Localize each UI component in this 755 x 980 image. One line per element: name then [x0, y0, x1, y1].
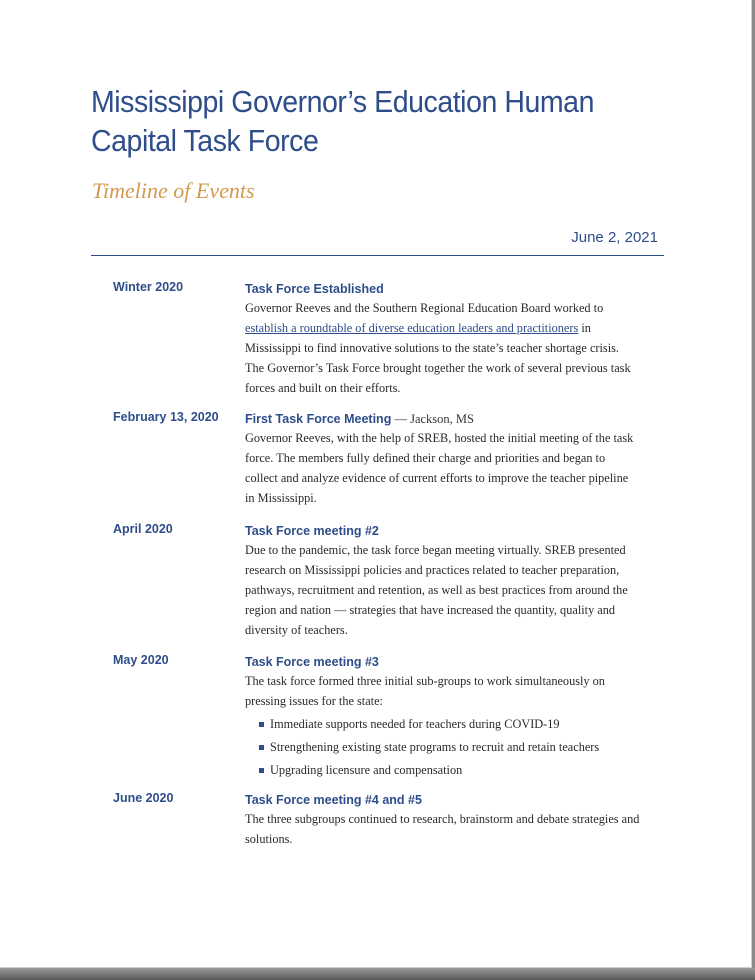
document-date: June 2, 2021	[571, 229, 658, 246]
event-content	[245, 280, 640, 398]
event-description: Governor Reeves, with the help of SREB, hosted the initial meeting of the task force. The members fully defined their charge and priorities and began to collect and analyze evidence of current efforts to improve the teacher pipeline in Mississippi.	[245, 431, 634, 505]
event-content	[245, 791, 640, 849]
event-heading: Task Force Established	[245, 282, 384, 296]
event-heading-row	[245, 410, 640, 428]
event-content	[245, 410, 640, 508]
document-subtitle: Timeline of Events	[92, 178, 255, 203]
event-date: June 2020	[113, 791, 174, 805]
event-heading: Task Force meeting #2	[245, 524, 379, 538]
event-text: Governor Reeves and the Southern Regional Education Board worked to	[245, 301, 604, 315]
event-description: Due to the pandemic, the task force began meeting virtually. SREB presented research on Mississippi policies and practices related to teacher preparation, pathways, recruitment and retention, as well as best practices from around the region and nation — strategies that have increased the quantity, quality and diversity of teachers.	[245, 543, 628, 637]
event-heading: Task Force meeting #4 and #5	[245, 793, 422, 807]
event-heading: First Task Force Meeting	[245, 412, 392, 426]
event-description	[245, 298, 640, 398]
event-date: February 13, 2020	[113, 410, 219, 424]
event-content	[245, 653, 640, 782]
subgroup-list	[245, 713, 640, 782]
list-item: Strengthening existing state programs to recruit and retain teachers	[259, 736, 640, 759]
event-text: in Mississippi to find innovative solutions to the state’s teacher shortage crisis. The Governor’s Task Force brought together the work of several previous task forces and built on their efforts.	[245, 321, 631, 395]
event-content	[245, 522, 640, 640]
roundtable-link[interactable]: establish a roundtable of diverse education leaders and practitioners	[245, 321, 579, 335]
document-title: Mississippi Governor’s Education Human Capital Task Force	[91, 84, 594, 158]
event-date: Winter 2020	[113, 280, 184, 294]
event-heading: Task Force meeting #3	[245, 655, 379, 669]
event-description: The three subgroups continued to research, brainstorm and debate strategies and solutions.	[245, 812, 640, 846]
page-shadow-bottom	[0, 968, 755, 980]
list-item: Upgrading licensure and compensation	[259, 759, 640, 782]
event-description: The task force formed three initial sub-groups to work simultaneously on pressing issues for the state:	[245, 674, 605, 708]
event-location: — Jackson, MS	[391, 412, 474, 426]
event-date: May 2020	[113, 653, 169, 667]
event-date: April 2020	[113, 522, 173, 536]
header-divider	[91, 255, 664, 256]
list-item: Immediate supports needed for teachers during COVID-19	[259, 713, 640, 736]
